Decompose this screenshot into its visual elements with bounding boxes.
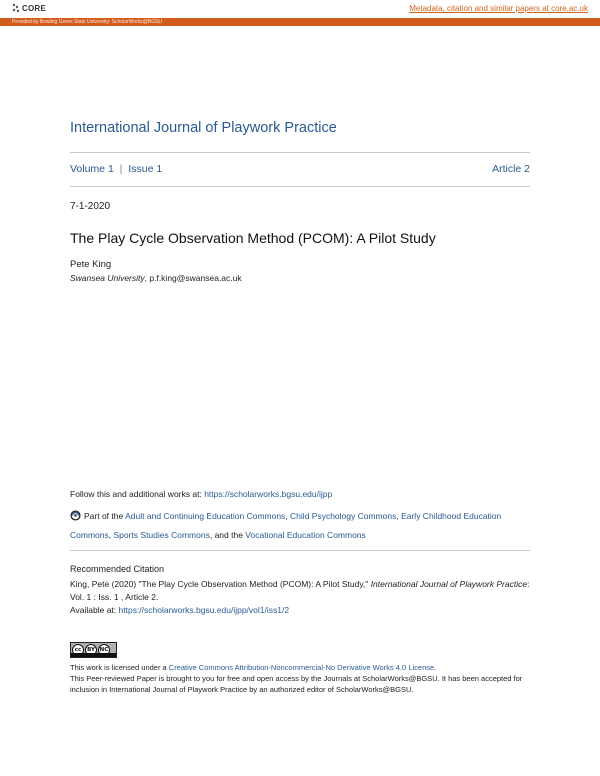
attribution-icon: BY (85, 644, 97, 656)
author-name: Pete King (70, 259, 112, 270)
divider (70, 550, 530, 551)
separator: | (119, 163, 123, 175)
article-link[interactable]: Article 2 (492, 163, 530, 175)
available-prefix: Available at: (70, 605, 119, 615)
citation-journal: International Journal of Playwork Practice (370, 579, 528, 589)
license-text (70, 662, 535, 695)
provided-by-bar (0, 18, 600, 26)
license-link[interactable]: Creative Commons Attribution-Noncommercial-No Derivative Works 4.0 License. (168, 663, 437, 672)
cc-icon: cc (72, 644, 84, 656)
license-prefix: This work is licensed under a (70, 663, 169, 672)
part-of-disciplines (70, 508, 535, 544)
list-separator: , (108, 530, 114, 540)
core-logo[interactable] (12, 3, 46, 13)
available-at-line (70, 605, 289, 615)
and-text: , and the (209, 530, 246, 540)
discipline-link[interactable]: Adult and Continuing Education Commons (125, 511, 286, 521)
follow-prefix: Follow this and additional works at: (70, 489, 205, 499)
core-logo-icon (12, 3, 20, 13)
divider (70, 186, 530, 187)
volume-issue-row (70, 163, 530, 175)
provided-by-text: Provided by Bowling Green State University: ScholarWorks@BGSU (12, 19, 163, 25)
core-header (0, 0, 600, 18)
issue-link[interactable]: Issue 1 (128, 163, 163, 175)
divider (70, 152, 530, 153)
recommended-citation-heading: Recommended Citation (70, 564, 165, 574)
access-statement: This Peer-reviewed Paper is brought to you for free and open access by the Journals at ScholarWorks@BGSU. It has been accepted for inclusion in International Journal of Playwork Practice by an authorized editor of ScholarWorks@BGSU. (70, 674, 523, 694)
discipline-link[interactable]: Early Childhood Education Commons (70, 511, 502, 540)
citation-suffix: : Vol. 1 : Iss. 1 , Article 2. (70, 579, 530, 602)
follow-line (70, 489, 332, 499)
author-affiliation (70, 273, 242, 283)
core-logo-text: CORE (22, 3, 46, 13)
badge-bar (71, 653, 116, 657)
discipline-link[interactable]: Sports Studies Commons (113, 530, 210, 540)
follow-url[interactable]: https://scholarworks.bgsu.edu/ijpp (204, 489, 333, 499)
author-email: , p.f.king@swansea.ac.uk (144, 273, 242, 283)
citation-body: King, Pete (2020) "The Play Cycle Observation Method (PCOM): A Pilot Study," (70, 579, 371, 589)
part-of-prefix: Part of the (84, 511, 126, 521)
paper-title: The Play Cycle Observation Method (PCOM): A Pilot Study (70, 230, 436, 246)
list-separator: , (396, 511, 402, 521)
volume-link[interactable]: Volume 1 (70, 163, 114, 175)
discipline-link[interactable]: Child Psychology Commons (290, 511, 397, 521)
journal-title[interactable]: International Journal of Playwork Practice (70, 120, 337, 136)
noncommercial-icon: NC (98, 644, 110, 656)
citation-text (70, 578, 535, 604)
available-url[interactable]: https://scholarworks.bgsu.edu/ijpp/vol1/iss1/2 (118, 605, 290, 615)
affiliation-name: Swansea University (70, 273, 145, 283)
discipline-link[interactable]: Vocational Education Commons (245, 530, 366, 540)
cc-license-badge[interactable] (70, 642, 117, 658)
open-access-icon (70, 510, 81, 527)
list-separator: , (285, 511, 291, 521)
core-metadata-link[interactable]: Metadata, citation and similar papers at core.ac.uk (409, 4, 588, 13)
publication-date: 7-1-2020 (70, 201, 111, 212)
